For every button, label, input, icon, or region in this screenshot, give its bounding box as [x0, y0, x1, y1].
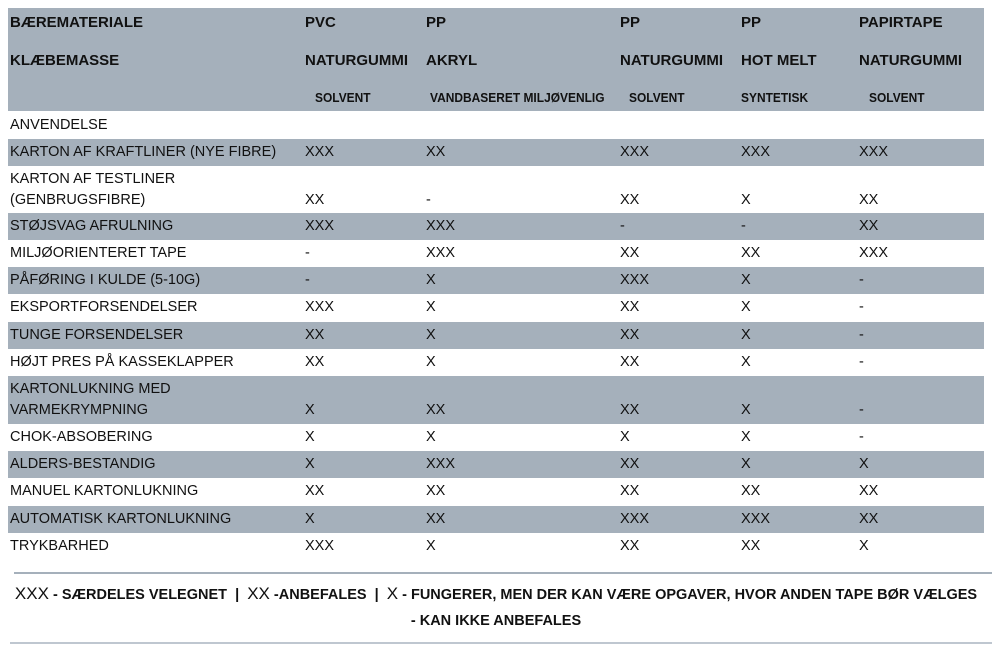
- header-backing-material: PP: [426, 14, 447, 31]
- rating-value: X: [305, 402, 315, 418]
- rating-value: XX: [620, 354, 640, 370]
- rating-value: XX: [305, 483, 325, 499]
- row-label: PÅFØRING I KULDE (5-10G): [10, 272, 201, 288]
- rating-value: -: [620, 218, 625, 234]
- table-row: [8, 240, 984, 267]
- rating-value: X: [741, 192, 751, 208]
- rating-value: XX: [620, 538, 640, 554]
- table-row: [8, 166, 984, 213]
- rating-value: XX: [426, 402, 446, 418]
- row-label: AUTOMATISK KARTONLUKNING: [10, 511, 232, 527]
- table-row: [8, 294, 984, 322]
- rating-value: XXX: [620, 272, 650, 288]
- legend-line-1: [0, 584, 992, 604]
- rating-value: XXX: [426, 456, 456, 472]
- rating-value: XXX: [741, 511, 771, 527]
- rating-value: XX: [620, 245, 640, 261]
- rating-value: XX: [859, 483, 879, 499]
- table-row: [8, 376, 984, 424]
- header-adhesive: NATURGUMMI: [859, 52, 963, 69]
- rating-value: X: [426, 327, 436, 343]
- row-label: HØJT PRES PÅ KASSEKLAPPER: [10, 354, 234, 370]
- row-label: KARTON AF KRAFTLINER (NYE FIBRE): [10, 144, 277, 160]
- rating-value: X: [305, 456, 315, 472]
- rating-value: X: [426, 299, 436, 315]
- header-backing-material: PAPIRTAPE: [859, 14, 943, 31]
- header-adhesive-type: SOLVENT: [629, 90, 685, 105]
- rating-value: XXX: [305, 144, 335, 160]
- header-backing-material: PP: [620, 14, 641, 31]
- rating-value: -: [741, 218, 746, 234]
- legend-dash-text: - KAN IKKE ANBEFALES: [410, 613, 582, 629]
- legend-separator: |: [374, 587, 379, 603]
- rating-value: -: [859, 402, 864, 418]
- legend-xx-text: -ANBEFALES: [269, 587, 367, 603]
- rating-value: X: [426, 429, 436, 445]
- row-label: EKSPORTFORSENDELSER: [10, 299, 198, 315]
- rating-value: XX: [620, 192, 640, 208]
- rating-value: XXX: [305, 299, 335, 315]
- rating-value: XX: [741, 483, 761, 499]
- legend-x-symbol: X: [386, 584, 399, 603]
- rating-value: X: [426, 354, 436, 370]
- rating-value: X: [741, 272, 751, 288]
- header-adhesive-type: SOLVENT: [315, 90, 371, 105]
- row-label: ALDERS-BESTANDIG: [10, 456, 156, 472]
- table-row: [8, 322, 984, 349]
- table-row: [8, 267, 984, 294]
- rating-value: -: [859, 272, 864, 288]
- header-adhesive: AKRYL: [426, 52, 478, 69]
- row-label: KARTONLUKNING MED: [10, 381, 171, 397]
- rating-value: XXX: [620, 144, 650, 160]
- rating-value: X: [741, 429, 751, 445]
- table-row: [8, 478, 984, 506]
- rating-value: XXX: [305, 218, 335, 234]
- rating-value: -: [859, 354, 864, 370]
- rating-value: X: [426, 272, 436, 288]
- rating-value: X: [859, 538, 869, 554]
- rating-value: XX: [426, 144, 446, 160]
- rating-value: XX: [859, 192, 879, 208]
- rating-value: X: [741, 354, 751, 370]
- table-row: [8, 349, 984, 376]
- rating-value: XXX: [620, 511, 650, 527]
- rating-value: XXX: [426, 218, 456, 234]
- rating-value: -: [859, 429, 864, 445]
- rating-value: X: [741, 402, 751, 418]
- table-row: [8, 213, 984, 240]
- rating-value: -: [305, 272, 310, 288]
- rating-value: XX: [305, 192, 325, 208]
- rating-value: XX: [620, 327, 640, 343]
- legend-line-2: [0, 613, 992, 629]
- rating-value: XX: [305, 354, 325, 370]
- rating-value: X: [305, 511, 315, 527]
- table-row: [8, 506, 984, 533]
- rating-value: X: [741, 327, 751, 343]
- rating-value: -: [305, 245, 310, 261]
- legend-xxx-symbol: XXX: [14, 584, 49, 603]
- legend-x-text: - FUNGERER, MEN DER KAN VÆRE OPGAVER, HVOR ANDEN TAPE BØR VÆLGES: [398, 587, 978, 603]
- rating-value: X: [305, 429, 315, 445]
- rating-value: XX: [426, 511, 446, 527]
- row-label-line-2: VARMEKRYMPNING: [10, 402, 149, 418]
- table-row: [8, 533, 984, 560]
- row-label: TRYKBARHED: [10, 538, 109, 554]
- rating-value: XX: [859, 511, 879, 527]
- header-backing-material: PVC: [305, 14, 336, 31]
- row-label: MILJØORIENTERET TAPE: [10, 245, 187, 261]
- section-label: ANVENDELSE: [10, 117, 108, 133]
- header-label-adhesive: KLÆBEMASSE: [10, 52, 120, 69]
- rating-value: XXX: [741, 144, 771, 160]
- rating-value: X: [620, 429, 630, 445]
- legend-bottom-divider: [10, 642, 992, 644]
- row-label-line-2: (GENBRUGSFIBRE): [10, 192, 146, 208]
- table-row: [8, 139, 984, 166]
- legend-xxx-text: - SÆRDELES VELEGNET: [48, 587, 228, 603]
- header-adhesive: NATURGUMMI: [620, 52, 724, 69]
- rating-value: XX: [741, 245, 761, 261]
- row-label: STØJSVAG AFRULNING: [10, 218, 174, 234]
- rating-value: XXX: [426, 245, 456, 261]
- header-label-backing-material: BÆREMATERIALE: [10, 14, 144, 31]
- legend-xx-symbol: XX: [247, 584, 270, 603]
- header-backing-material: PP: [741, 14, 762, 31]
- header-adhesive-type: VANDBASERET MILJØVENLIG: [430, 90, 605, 105]
- rating-value: XX: [426, 483, 446, 499]
- rating-value: -: [426, 192, 431, 208]
- rating-value: X: [741, 299, 751, 315]
- rating-value: XX: [305, 327, 325, 343]
- rating-value: XX: [620, 456, 640, 472]
- table-row: [8, 451, 984, 478]
- rating-value: XX: [741, 538, 761, 554]
- rating-value: -: [859, 327, 864, 343]
- rating-value: XXX: [859, 245, 889, 261]
- rating-value: X: [426, 538, 436, 554]
- rating-value: X: [859, 456, 869, 472]
- row-label: TUNGE FORSENDELSER: [10, 327, 184, 343]
- header-adhesive-type: SOLVENT: [869, 90, 925, 105]
- rating-value: -: [859, 299, 864, 315]
- rating-value: X: [741, 456, 751, 472]
- header-adhesive: HOT MELT: [741, 52, 817, 69]
- legend-separator: |: [235, 587, 240, 603]
- row-label: MANUEL KARTONLUKNING: [10, 483, 199, 499]
- row-label: KARTON AF TESTLINER: [10, 171, 176, 187]
- row-label: CHOK-ABSOBERING: [10, 429, 153, 445]
- rating-value: XX: [620, 299, 640, 315]
- header-adhesive: NATURGUMMI: [305, 52, 409, 69]
- rating-value: XXX: [305, 538, 335, 554]
- table-row: [8, 424, 984, 451]
- rating-value: XX: [620, 483, 640, 499]
- table-header: [8, 8, 984, 111]
- rating-value: XX: [620, 402, 640, 418]
- rating-value: XX: [859, 218, 879, 234]
- header-adhesive-type: SYNTETISK: [741, 90, 809, 105]
- legend-top-divider: [14, 572, 992, 574]
- rating-value: XXX: [859, 144, 889, 160]
